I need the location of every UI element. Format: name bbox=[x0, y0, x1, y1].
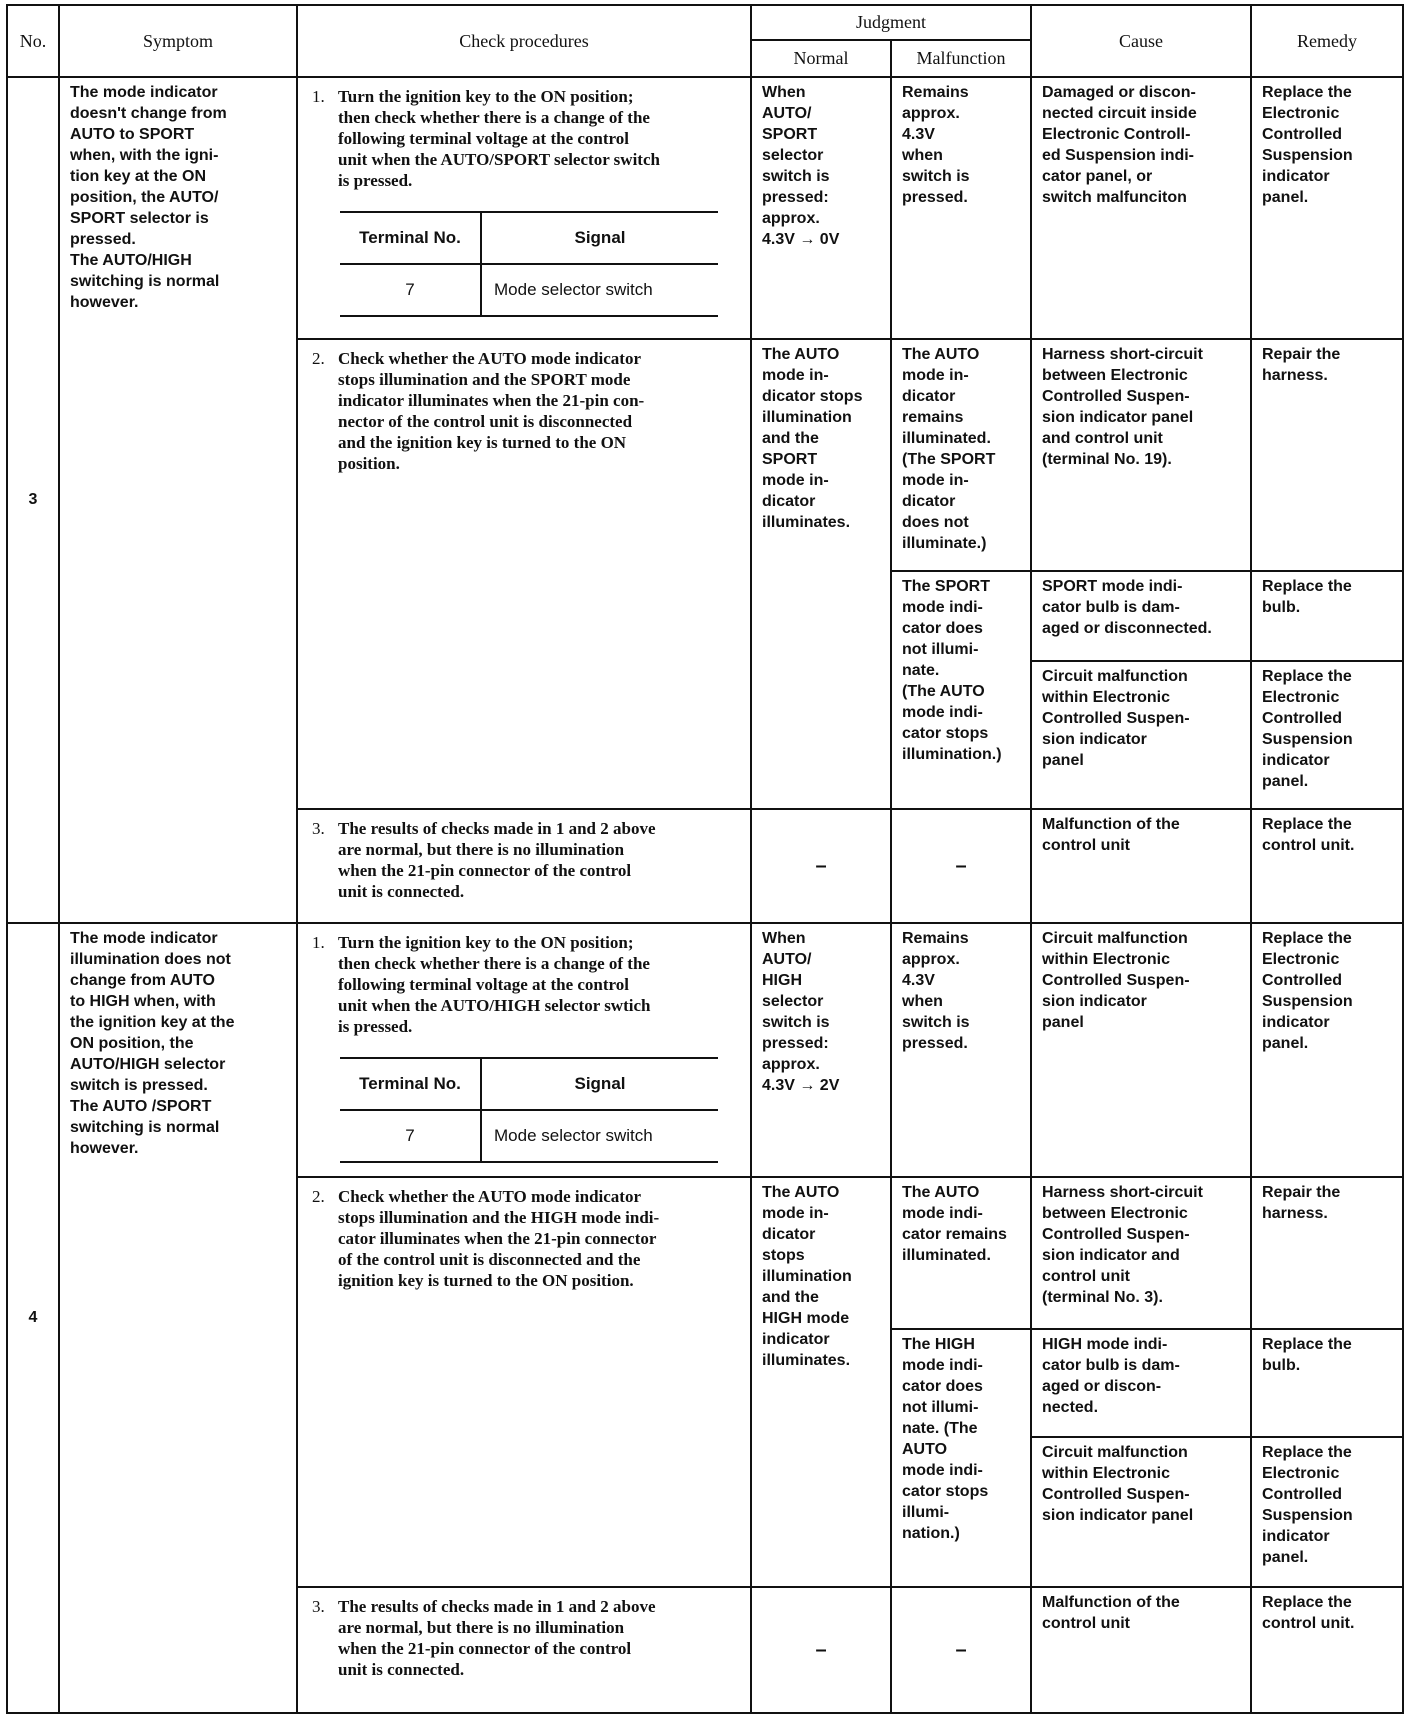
item4-check1-number: 1. bbox=[312, 933, 325, 952]
header-judgment: Judgment bbox=[751, 5, 1031, 40]
header-malfunction: Malfunction bbox=[891, 40, 1031, 77]
item4-check2-cause-b1: HIGH mode indi- cator bulb is dam- aged or discon- nected. bbox=[1042, 1336, 1180, 1416]
item4-check2-cause-b2: Circuit malfunction within Electronic Controlled Suspen- sion indicator panel bbox=[1042, 1444, 1194, 1524]
item3-terminal-head: Terminal No. bbox=[340, 212, 481, 264]
item3-number: 3 bbox=[7, 77, 59, 923]
item3-check2-remedy-a: Repair the harness. bbox=[1262, 346, 1341, 384]
item3-check2-normal: The AUTO mode in- dicator stops illumination and the SPORT mode in- dicator illuminates. bbox=[762, 346, 863, 531]
item4-signal-head: Signal bbox=[481, 1058, 718, 1110]
item4-check2-remedy-b1: Replace the bulb. bbox=[1262, 1336, 1352, 1374]
item4-check3-text: The results of checks made in 1 and 2 above are normal, but there is no illumination when the 21-pin connector of the control unit is connected. bbox=[338, 1597, 656, 1679]
item4-check3-cause: Malfunction of the control unit bbox=[1042, 1594, 1180, 1632]
header-row bbox=[7, 5, 1403, 40]
item4-check3-normal: – bbox=[751, 1587, 891, 1713]
item3-check2-cell bbox=[297, 339, 751, 809]
item4-check2-cause-a: Harness short-circuit between Electronic Controlled Suspen- sion indicator and control unit (terminal No. 3). bbox=[1042, 1184, 1203, 1306]
item4-check2-remedy-b2: Replace the Electronic Controlled Suspension indicator panel. bbox=[1262, 1444, 1353, 1566]
item3-check3-number: 3. bbox=[312, 819, 325, 838]
item3-check1-text: Turn the ignition key to the ON position; then check whether there is a change of the following terminal voltage at the control unit when the AUTO/SPORT selector switch is pressed. bbox=[338, 87, 660, 190]
item4-check1-malfunction: Remains approx. 4.3V when switch is pressed. bbox=[902, 930, 970, 1052]
item4-check2-cell bbox=[297, 1177, 751, 1587]
item4-check2-malfunction-b: The HIGH mode indi- cator does not illumi- nate. (The AUTO mode indi- cator stops illumi- nation.) bbox=[902, 1336, 989, 1542]
item4-symptom: The mode indicator illumination does not change from AUTO to HIGH when, with the ignition key at the ON position, the AUTO/HIGH selector switch is pressed. The AUTO /SPORT switching is normal however. bbox=[70, 930, 235, 1157]
item4-terminal-head: Terminal No. bbox=[340, 1058, 481, 1110]
item3-check2-remedy-b1: Replace the bulb. bbox=[1262, 578, 1352, 616]
item4-check3-malfunction: – bbox=[891, 1587, 1031, 1713]
header-normal: Normal bbox=[751, 40, 891, 77]
item3-check1-remedy: Replace the Electronic Controlled Suspension indicator panel. bbox=[1262, 84, 1353, 206]
item4-check3-remedy: Replace the control unit. bbox=[1262, 1594, 1355, 1632]
item4-check3-number: 3. bbox=[312, 1597, 325, 1616]
item3-check2-cause-b1: SPORT mode indi- cator bulb is dam- aged or disconnected. bbox=[1042, 578, 1212, 637]
item3-check2-number: 2. bbox=[312, 349, 325, 368]
item4-check1-row bbox=[7, 923, 1403, 1177]
item3-signal-head: Signal bbox=[481, 212, 718, 264]
item3-symptom: The mode indicator doesn't change from AUTO to SPORT when, with the igni- tion key at the ON position, the AUTO/ SPORT selector is pressed. The AUTO/HIGH switching is normal however. bbox=[70, 84, 227, 311]
item3-check3-cell bbox=[297, 809, 751, 923]
item3-check1-cell bbox=[297, 77, 751, 339]
item3-check2-remedy-b2: Replace the Electronic Controlled Suspension indicator panel. bbox=[1262, 668, 1353, 790]
item3-check1-row bbox=[7, 77, 1403, 339]
item4-check1-text: Turn the ignition key to the ON position; then check whether there is a change of the following terminal voltage at the control unit when the AUTO/HIGH selector swtich is pressed. bbox=[338, 933, 651, 1036]
header-cause: Cause bbox=[1031, 5, 1251, 77]
document-page bbox=[6, 4, 1402, 1712]
item4-check1-normal: When AUTO/ HIGH selector switch is pressed: approx. 4.3V → 2V bbox=[762, 930, 840, 1094]
header-symptom: Symptom bbox=[59, 5, 297, 77]
item4-terminal-table bbox=[340, 1057, 718, 1163]
item4-check2-remedy-a: Repair the harness. bbox=[1262, 1184, 1341, 1222]
header-remedy: Remedy bbox=[1251, 5, 1403, 77]
item4-symptom-cell bbox=[59, 923, 297, 1713]
item3-check3-cause: Malfunction of the control unit bbox=[1042, 816, 1180, 854]
item4-check2-number: 2. bbox=[312, 1187, 325, 1206]
item3-check3-normal: – bbox=[751, 809, 891, 923]
header-check-procedures: Check procedures bbox=[297, 5, 751, 77]
item3-check1-cause: Damaged or discon- nected circuit inside Electronic Controll- ed Suspension indi- cator panel, or switch malfunciton bbox=[1042, 84, 1197, 206]
item4-terminal-value: 7 bbox=[340, 1110, 481, 1162]
item3-check2-malfunction-b: The SPORT mode indi- cator does not illumi- nate. (The AUTO mode indi- cator stops illumination.) bbox=[902, 578, 1002, 763]
item3-check1-number: 1. bbox=[312, 87, 325, 106]
item4-check2-malfunction-a: The AUTO mode indi- cator remains illuminated. bbox=[902, 1184, 1007, 1264]
item4-signal-value: Mode selector switch bbox=[481, 1110, 718, 1162]
item4-check1-cause: Circuit malfunction within Electronic Controlled Suspen- sion indicator panel bbox=[1042, 930, 1190, 1031]
item4-check2-normal: The AUTO mode in- dicator stops illumination and the HIGH mode indicator illuminates. bbox=[762, 1184, 852, 1369]
item3-check3-text: The results of checks made in 1 and 2 above are normal, but there is no illumination when the 21-pin connector of the control unit is connected. bbox=[338, 819, 656, 901]
item4-number: 4 bbox=[7, 923, 59, 1713]
item3-check2-malfunction-a: The AUTO mode in- dicator remains illuminated. (The SPORT mode in- dicator does not illuminate.) bbox=[902, 346, 996, 552]
item3-check1-malfunction: Remains approx. 4.3V when switch is pressed. bbox=[902, 84, 970, 206]
item3-check3-malfunction: – bbox=[891, 809, 1031, 923]
header-no: No. bbox=[7, 5, 59, 77]
item3-terminal-table bbox=[340, 211, 718, 317]
troubleshooting-table bbox=[6, 4, 1404, 1714]
item3-check1-normal: When AUTO/ SPORT selector switch is pressed: approx. 4.3V → 0V bbox=[762, 84, 840, 248]
item4-check1-remedy: Replace the Electronic Controlled Suspension indicator panel. bbox=[1262, 930, 1353, 1052]
item3-symptom-cell bbox=[59, 77, 297, 923]
item3-check3-remedy: Replace the control unit. bbox=[1262, 816, 1355, 854]
item3-check2-text: Check whether the AUTO mode indicator stops illumination and the SPORT mode indicator illuminates when the 21-pin con- nector of the control unit is disconnected and the ignition key is turned to the ON position. bbox=[338, 349, 645, 473]
item4-check2-text: Check whether the AUTO mode indicator stops illumination and the HIGH mode indi- cator illuminates when the 21-pin connector of the control unit is disconnected and the ignition key is turned to the ON position. bbox=[338, 1187, 660, 1290]
item3-check2-cause-b2: Circuit malfunction within Electronic Controlled Suspen- sion indicator panel bbox=[1042, 668, 1190, 769]
item3-signal-value: Mode selector switch bbox=[481, 264, 718, 316]
item4-check1-cell bbox=[297, 923, 751, 1177]
item3-terminal-value: 7 bbox=[340, 264, 481, 316]
item3-check2-cause-a: Harness short-circuit between Electronic Controlled Suspen- sion indicator panel and control unit (terminal No. 19). bbox=[1042, 346, 1203, 468]
item4-check3-cell bbox=[297, 1587, 751, 1713]
